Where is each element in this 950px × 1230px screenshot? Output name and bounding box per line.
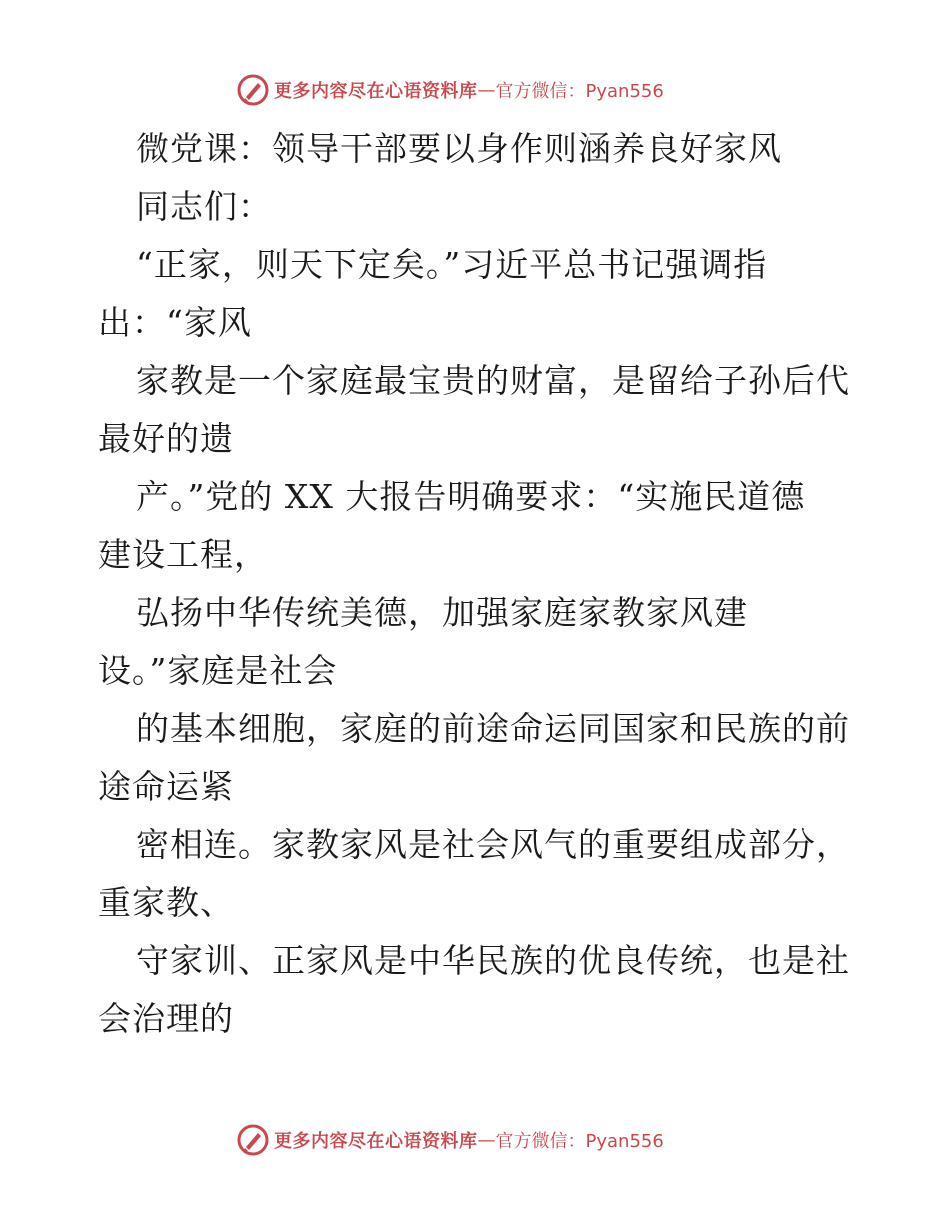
- text-line: 出：“家风: [98, 303, 252, 342]
- text-line: 产。”党的 XX 大报告明确要求：“实施民道德: [136, 477, 806, 516]
- text-line: 建设工程，: [98, 535, 268, 574]
- text-line: 重家教、: [98, 883, 234, 922]
- header-brand-text: 更多内容尽在心语资料库: [274, 81, 478, 102]
- pen-logo-icon: [236, 1123, 270, 1157]
- text-line: 途命运紧: [98, 767, 234, 806]
- header-contact-text: 官方微信：Pyan556: [495, 81, 664, 102]
- text-line: 密相连。家教家风是社会风气的重要组成部分，: [136, 825, 850, 864]
- text-line: 守家训、正家风是中华民族的优良传统，也是社: [136, 941, 850, 980]
- text-line: “正家，则天下定矣。”习近平总书记强调指: [136, 245, 768, 284]
- greeting: 同志们：: [136, 187, 272, 226]
- header-banner: [236, 72, 664, 108]
- text-line: 会治理的: [98, 999, 234, 1038]
- pen-logo-icon: [236, 73, 270, 107]
- text-line: 家教是一个家庭最宝贵的财富，是留给子孙后代: [136, 361, 850, 400]
- document-body: [98, 120, 858, 1048]
- footer-banner: [236, 1122, 664, 1158]
- footer-separator: —: [477, 1129, 496, 1151]
- text-line: 的基本细胞，家庭的前途命运同国家和民族的前: [136, 709, 850, 748]
- footer-contact-text: 官方微信：Pyan556: [495, 1131, 664, 1152]
- footer-brand-text: 更多内容尽在心语资料库: [274, 1131, 478, 1152]
- text-line: 最好的遗: [98, 419, 234, 458]
- header-separator: —: [477, 79, 496, 101]
- text-line: 设。”家庭是社会: [98, 651, 338, 690]
- document-title: 微党课：领导干部要以身作则涵养良好家风: [136, 129, 782, 168]
- text-line: 弘扬中华传统美德，加强家庭家教家风建: [136, 593, 748, 632]
